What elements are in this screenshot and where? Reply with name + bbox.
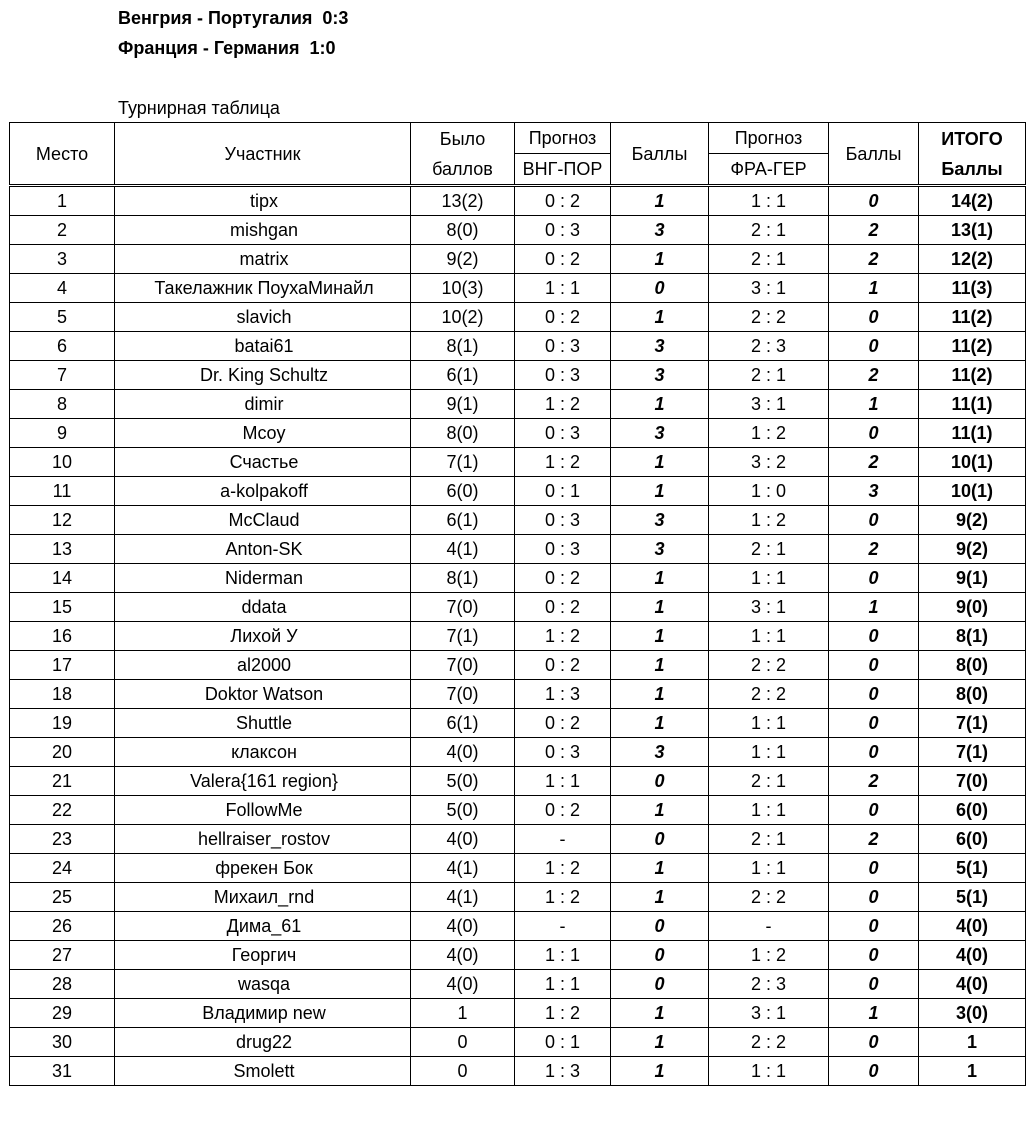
table-row [10,535,1026,564]
cell-place: 26 [10,912,115,941]
cell-participant: dimir [115,390,411,419]
cell-prev-points: 7(0) [411,651,515,680]
cell-forecast-1: 1 : 3 [515,1057,611,1086]
table-row [10,622,1026,651]
cell-points-2: 3 [829,477,919,506]
cell-total: 3(0) [919,999,1026,1028]
cell-prev-points: 5(0) [411,796,515,825]
header-prev-points-line1: Было [439,128,486,149]
cell-forecast-2: 1 : 1 [709,796,829,825]
cell-forecast-1: 0 : 2 [515,245,611,274]
cell-place: 5 [10,303,115,332]
cell-place: 11 [10,477,115,506]
cell-points-1: 1 [611,390,709,419]
cell-total: 5(1) [919,854,1026,883]
cell-prev-points: 9(1) [411,390,515,419]
cell-total: 4(0) [919,941,1026,970]
cell-forecast-2: 3 : 1 [709,274,829,303]
cell-points-2: 0 [829,186,919,216]
match-result-1: Венгрия - Португалия 0:3 [118,8,349,28]
cell-points-1: 1 [611,564,709,593]
cell-prev-points: 6(0) [411,477,515,506]
cell-points-1: 3 [611,506,709,535]
cell-forecast-1: 1 : 2 [515,448,611,477]
cell-participant: Niderman [115,564,411,593]
cell-points-2: 2 [829,245,919,274]
cell-points-1: 0 [611,767,709,796]
cell-participant: hellraiser_rostov [115,825,411,854]
cell-points-1: 1 [611,883,709,912]
table-row [10,332,1026,361]
cell-place: 18 [10,680,115,709]
table-row [10,564,1026,593]
cell-points-2: 1 [829,390,919,419]
cell-participant: Такелажник ПоухаМинайл [115,274,411,303]
cell-total: 12(2) [919,245,1026,274]
cell-points-2: 0 [829,709,919,738]
cell-points-2: 2 [829,216,919,245]
cell-place: 22 [10,796,115,825]
cell-place: 19 [10,709,115,738]
table-row [10,883,1026,912]
cell-points-1: 1 [611,651,709,680]
cell-place: 14 [10,564,115,593]
cell-forecast-2: 1 : 1 [709,564,829,593]
cell-points-1: 1 [611,303,709,332]
cell-forecast-2: - [709,912,829,941]
table-row [10,274,1026,303]
cell-place: 16 [10,622,115,651]
cell-points-2: 0 [829,651,919,680]
cell-total: 13(1) [919,216,1026,245]
cell-forecast-1: 0 : 2 [515,186,611,216]
cell-forecast-1: 0 : 2 [515,303,611,332]
match-result-2: Франция - Германия 1:0 [118,38,336,58]
table-row [10,999,1026,1028]
cell-place: 25 [10,883,115,912]
cell-place: 24 [10,854,115,883]
cell-forecast-1: 1 : 2 [515,999,611,1028]
cell-points-2: 0 [829,970,919,999]
cell-participant: Shuttle [115,709,411,738]
cell-points-1: 1 [611,245,709,274]
header-forecast-1: Прогноз [515,123,611,154]
cell-prev-points: 4(0) [411,738,515,767]
cell-points-1: 0 [611,941,709,970]
cell-place: 9 [10,419,115,448]
cell-points-1: 3 [611,738,709,767]
cell-points-2: 0 [829,912,919,941]
cell-prev-points: 4(1) [411,883,515,912]
cell-points-2: 0 [829,419,919,448]
cell-prev-points: 6(1) [411,709,515,738]
cell-place: 21 [10,767,115,796]
cell-prev-points: 8(0) [411,419,515,448]
table-row [10,303,1026,332]
cell-points-2: 0 [829,680,919,709]
cell-participant: Дима_61 [115,912,411,941]
cell-total: 8(0) [919,680,1026,709]
cell-place: 1 [10,186,115,216]
cell-forecast-2: 2 : 2 [709,680,829,709]
cell-place: 15 [10,593,115,622]
cell-points-2: 2 [829,535,919,564]
cell-place: 2 [10,216,115,245]
table-row [10,245,1026,274]
cell-forecast-1: 0 : 2 [515,796,611,825]
cell-total: 10(1) [919,448,1026,477]
cell-participant: McClaud [115,506,411,535]
cell-prev-points: 7(0) [411,593,515,622]
cell-forecast-2: 2 : 1 [709,245,829,274]
table-row [10,390,1026,419]
table-row [10,912,1026,941]
cell-points-1: 1 [611,1057,709,1086]
cell-points-2: 1 [829,999,919,1028]
cell-prev-points: 0 [411,1028,515,1057]
cell-participant: matrix [115,245,411,274]
cell-forecast-2: 2 : 2 [709,1028,829,1057]
cell-forecast-2: 2 : 1 [709,825,829,854]
cell-participant: al2000 [115,651,411,680]
cell-participant: batai61 [115,332,411,361]
cell-participant: mishgan [115,216,411,245]
cell-prev-points: 7(0) [411,680,515,709]
table-row [10,854,1026,883]
table-row [10,796,1026,825]
cell-forecast-1: 0 : 1 [515,477,611,506]
cell-total: 11(2) [919,332,1026,361]
cell-points-2: 0 [829,1028,919,1057]
cell-points-1: 0 [611,825,709,854]
cell-participant: Anton-SK [115,535,411,564]
cell-forecast-2: 2 : 1 [709,767,829,796]
cell-forecast-1: 1 : 1 [515,767,611,796]
cell-participant: Георгич [115,941,411,970]
cell-total: 9(2) [919,535,1026,564]
cell-place: 6 [10,332,115,361]
table-row [10,767,1026,796]
table-row [10,477,1026,506]
cell-prev-points: 4(0) [411,912,515,941]
cell-forecast-2: 1 : 1 [709,622,829,651]
cell-forecast-1: 1 : 2 [515,390,611,419]
cell-forecast-2: 2 : 3 [709,970,829,999]
cell-prev-points: 4(0) [411,941,515,970]
cell-forecast-2: 2 : 1 [709,535,829,564]
cell-participant: tipx [115,186,411,216]
cell-forecast-1: 0 : 2 [515,593,611,622]
cell-forecast-1: 0 : 3 [515,361,611,390]
cell-points-1: 1 [611,622,709,651]
cell-place: 10 [10,448,115,477]
cell-place: 8 [10,390,115,419]
cell-participant: Лихой У [115,622,411,651]
cell-participant: Счастье [115,448,411,477]
cell-points-1: 0 [611,912,709,941]
table-row [10,1057,1026,1086]
cell-prev-points: 4(0) [411,970,515,999]
cell-forecast-2: 1 : 2 [709,506,829,535]
cell-forecast-1: 1 : 3 [515,680,611,709]
cell-forecast-2: 2 : 2 [709,303,829,332]
standings-body [10,186,1026,1086]
cell-participant: drug22 [115,1028,411,1057]
cell-points-2: 0 [829,564,919,593]
cell-participant: wasqa [115,970,411,999]
cell-participant: Михаил_rnd [115,883,411,912]
cell-forecast-1: - [515,825,611,854]
cell-points-2: 0 [829,506,919,535]
cell-participant: ddata [115,593,411,622]
table-row [10,216,1026,245]
cell-forecast-2: 1 : 1 [709,854,829,883]
cell-points-2: 2 [829,361,919,390]
cell-participant: Smolett [115,1057,411,1086]
cell-place: 7 [10,361,115,390]
cell-points-2: 1 [829,593,919,622]
cell-prev-points: 5(0) [411,767,515,796]
cell-total: 11(1) [919,390,1026,419]
cell-participant: клаксон [115,738,411,767]
cell-points-2: 0 [829,303,919,332]
cell-total: 11(3) [919,274,1026,303]
cell-place: 30 [10,1028,115,1057]
cell-points-2: 0 [829,854,919,883]
cell-points-2: 0 [829,883,919,912]
cell-prev-points: 6(1) [411,361,515,390]
cell-forecast-1: 1 : 1 [515,941,611,970]
cell-forecast-2: 1 : 1 [709,186,829,216]
cell-points-1: 3 [611,419,709,448]
header-forecast-2: Прогноз [709,123,829,154]
cell-participant: a-kolpakoff [115,477,411,506]
cell-forecast-2: 2 : 1 [709,216,829,245]
cell-points-2: 0 [829,796,919,825]
cell-total: 9(0) [919,593,1026,622]
cell-total: 8(0) [919,651,1026,680]
table-row [10,186,1026,216]
cell-points-2: 0 [829,622,919,651]
cell-forecast-1: 1 : 1 [515,274,611,303]
table-row [10,448,1026,477]
cell-participant: Doktor Watson [115,680,411,709]
cell-place: 20 [10,738,115,767]
cell-place: 31 [10,1057,115,1086]
cell-total: 7(1) [919,738,1026,767]
cell-participant: Mcoy [115,419,411,448]
table-row [10,419,1026,448]
standings-table [9,122,1026,1086]
cell-participant: Valera{161 region} [115,767,411,796]
cell-points-1: 0 [611,970,709,999]
cell-points-2: 0 [829,738,919,767]
table-caption: Турнирная таблица [118,98,280,118]
cell-place: 3 [10,245,115,274]
cell-points-1: 1 [611,796,709,825]
cell-total: 11(2) [919,361,1026,390]
cell-place: 4 [10,274,115,303]
cell-place: 17 [10,651,115,680]
cell-points-1: 1 [611,448,709,477]
table-row [10,361,1026,390]
cell-points-1: 3 [611,361,709,390]
cell-participant: Dr. King Schultz [115,361,411,390]
cell-forecast-1: 0 : 3 [515,419,611,448]
cell-points-1: 1 [611,999,709,1028]
table-row [10,680,1026,709]
table-row [10,825,1026,854]
cell-forecast-2: 2 : 2 [709,651,829,680]
cell-forecast-1: 1 : 2 [515,622,611,651]
cell-prev-points: 13(2) [411,186,515,216]
cell-forecast-1: 0 : 1 [515,1028,611,1057]
header-prev-points-line2: баллов [432,158,493,179]
cell-participant: FollowMe [115,796,411,825]
cell-forecast-1: 0 : 2 [515,709,611,738]
header-match-2: ФРА-ГЕР [709,154,829,186]
table-row [10,738,1026,767]
cell-prev-points: 10(3) [411,274,515,303]
cell-prev-points: 6(1) [411,506,515,535]
cell-points-1: 0 [611,274,709,303]
cell-points-1: 1 [611,1028,709,1057]
cell-prev-points: 8(1) [411,332,515,361]
cell-place: 28 [10,970,115,999]
cell-forecast-2: 3 : 2 [709,448,829,477]
cell-points-1: 1 [611,680,709,709]
cell-prev-points: 7(1) [411,448,515,477]
header-total-line2: Баллы [941,158,1003,179]
cell-participant: slavich [115,303,411,332]
cell-total: 4(0) [919,970,1026,999]
cell-total: 8(1) [919,622,1026,651]
cell-points-1: 3 [611,535,709,564]
cell-prev-points: 8(0) [411,216,515,245]
cell-forecast-2: 2 : 2 [709,883,829,912]
cell-total: 1 [919,1028,1026,1057]
cell-total: 14(2) [919,186,1026,216]
cell-prev-points: 4(1) [411,535,515,564]
cell-place: 29 [10,999,115,1028]
header-points-1: Баллы [611,123,709,186]
cell-points-2: 2 [829,448,919,477]
table-row [10,593,1026,622]
cell-prev-points: 4(1) [411,854,515,883]
table-row [10,506,1026,535]
cell-prev-points: 8(1) [411,564,515,593]
cell-total: 1 [919,1057,1026,1086]
cell-forecast-2: 1 : 1 [709,709,829,738]
cell-total: 6(0) [919,796,1026,825]
cell-forecast-1: 0 : 3 [515,738,611,767]
cell-forecast-1: 0 : 2 [515,564,611,593]
cell-forecast-2: 1 : 2 [709,419,829,448]
cell-forecast-2: 3 : 1 [709,593,829,622]
cell-forecast-2: 3 : 1 [709,390,829,419]
table-row [10,709,1026,738]
cell-points-1: 1 [611,709,709,738]
header-participant: Участник [115,123,411,186]
cell-forecast-1: - [515,912,611,941]
cell-points-2: 1 [829,274,919,303]
cell-total: 7(1) [919,709,1026,738]
cell-total: 7(0) [919,767,1026,796]
cell-forecast-1: 0 : 3 [515,506,611,535]
cell-forecast-1: 0 : 2 [515,651,611,680]
cell-total: 5(1) [919,883,1026,912]
header-match-1: ВНГ-ПОР [515,154,611,186]
header-points-2: Баллы [829,123,919,186]
cell-forecast-2: 1 : 1 [709,738,829,767]
header-prev-points [411,123,515,186]
cell-place: 27 [10,941,115,970]
cell-total: 10(1) [919,477,1026,506]
cell-prev-points: 10(2) [411,303,515,332]
cell-points-1: 1 [611,593,709,622]
cell-forecast-1: 1 : 2 [515,854,611,883]
cell-prev-points: 7(1) [411,622,515,651]
cell-total: 11(2) [919,303,1026,332]
header-total-line1: ИТОГО [941,128,1003,149]
cell-forecast-2: 1 : 1 [709,1057,829,1086]
cell-total: 9(2) [919,506,1026,535]
header-row-1 [10,123,1026,154]
cell-points-2: 0 [829,1057,919,1086]
cell-forecast-2: 1 : 0 [709,477,829,506]
cell-points-1: 1 [611,477,709,506]
cell-points-2: 2 [829,767,919,796]
cell-prev-points: 0 [411,1057,515,1086]
cell-points-1: 1 [611,854,709,883]
cell-forecast-1: 1 : 2 [515,883,611,912]
table-row [10,1028,1026,1057]
cell-forecast-1: 1 : 1 [515,970,611,999]
cell-participant: фрекен Бок [115,854,411,883]
cell-forecast-2: 2 : 1 [709,361,829,390]
cell-points-1: 3 [611,332,709,361]
cell-place: 23 [10,825,115,854]
table-row [10,970,1026,999]
table-row [10,941,1026,970]
cell-forecast-2: 1 : 2 [709,941,829,970]
cell-forecast-1: 0 : 3 [515,216,611,245]
cell-points-2: 2 [829,825,919,854]
cell-total: 11(1) [919,419,1026,448]
cell-forecast-1: 0 : 3 [515,535,611,564]
cell-forecast-2: 2 : 3 [709,332,829,361]
header-place: Место [10,123,115,186]
cell-points-1: 1 [611,186,709,216]
cell-prev-points: 4(0) [411,825,515,854]
cell-forecast-1: 0 : 3 [515,332,611,361]
table-row [10,651,1026,680]
cell-forecast-2: 3 : 1 [709,999,829,1028]
cell-total: 4(0) [919,912,1026,941]
cell-prev-points: 1 [411,999,515,1028]
cell-place: 12 [10,506,115,535]
header-total [919,123,1026,186]
cell-points-2: 0 [829,332,919,361]
cell-participant: Владимир new [115,999,411,1028]
cell-total: 6(0) [919,825,1026,854]
cell-prev-points: 9(2) [411,245,515,274]
cell-points-2: 0 [829,941,919,970]
cell-points-1: 3 [611,216,709,245]
cell-total: 9(1) [919,564,1026,593]
cell-place: 13 [10,535,115,564]
